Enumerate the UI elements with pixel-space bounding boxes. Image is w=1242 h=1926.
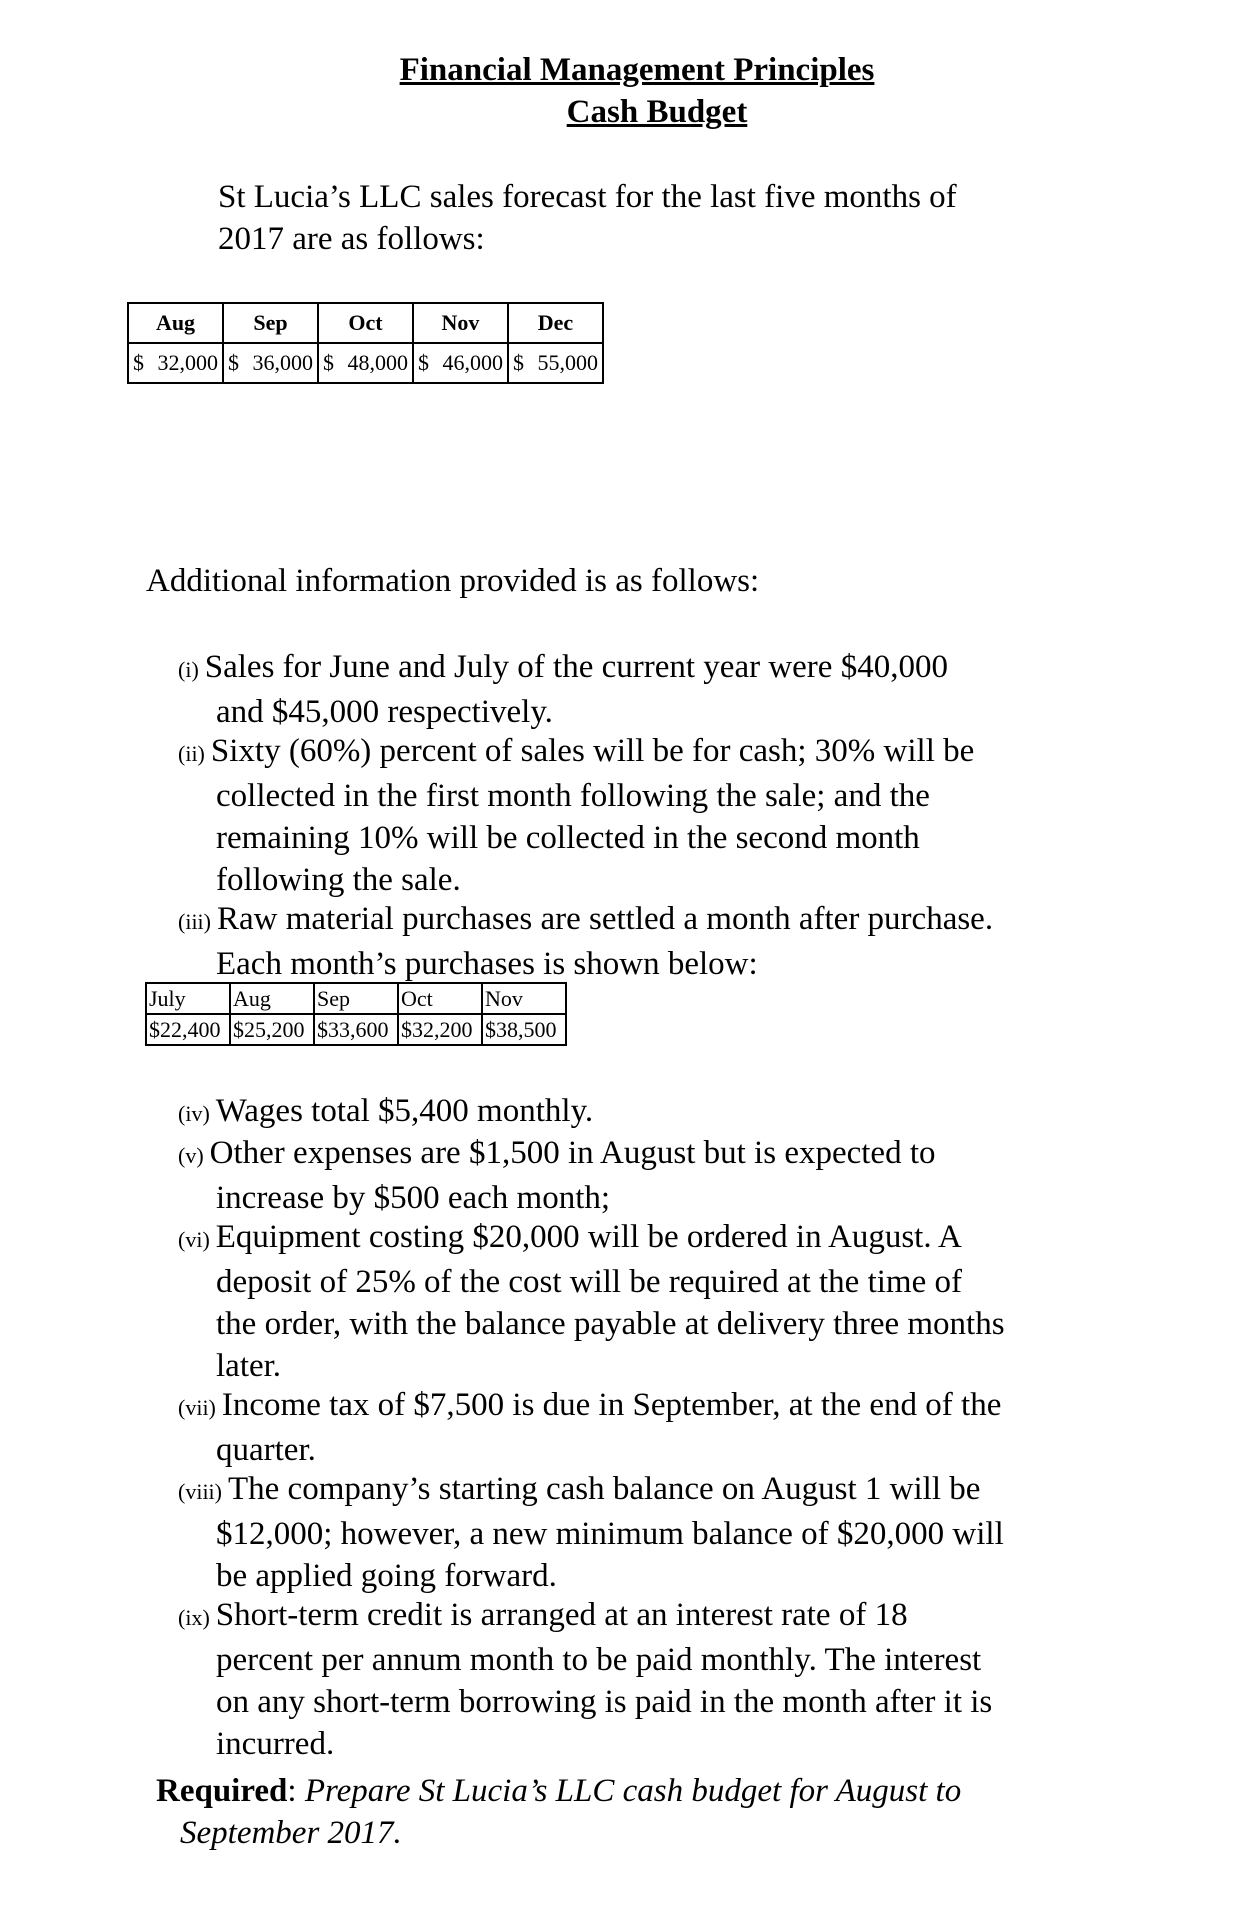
table-row <box>146 1014 566 1045</box>
table-header-cell: Oct <box>318 303 413 343</box>
table-cell: $33,600 <box>314 1014 398 1045</box>
table-header-cell: Aug <box>230 983 314 1014</box>
item-line: on any short-term borrowing is paid in the month after it is <box>216 1684 993 1720</box>
table-header-cell: Sep <box>223 303 318 343</box>
item-number: (viii) <box>178 1479 222 1504</box>
amount: 55,000 <box>537 350 598 375</box>
list-item <box>178 1090 593 1135</box>
table-header-cell: Sep <box>314 983 398 1014</box>
item-line: The company’s starting cash balance on August 1 will be <box>228 1471 981 1507</box>
list-item <box>178 1132 936 1219</box>
list-item <box>178 1384 1001 1471</box>
currency-symbol: $ <box>418 350 429 375</box>
table-header-row <box>146 983 566 1014</box>
sales-forecast-table <box>127 302 604 384</box>
currency-symbol: $ <box>133 350 144 375</box>
table-header-cell: July <box>146 983 230 1014</box>
table-cell <box>223 343 318 383</box>
item-number: (vi) <box>178 1227 210 1252</box>
list-item <box>178 646 948 733</box>
item-number: (iii) <box>178 909 211 934</box>
table-cell: $22,400 <box>146 1014 230 1045</box>
item-line: Each month’s purchases is shown below: <box>216 946 758 982</box>
item-line: increase by $500 each month; <box>216 1180 611 1216</box>
item-line: later. <box>216 1348 282 1384</box>
item-line: Wages total $5,400 monthly. <box>215 1093 594 1129</box>
table-header-cell: Nov <box>413 303 508 343</box>
list-item <box>178 730 974 901</box>
amount: 48,000 <box>347 350 408 375</box>
currency-symbol: $ <box>513 350 524 375</box>
item-number: (ix) <box>178 1605 210 1630</box>
item-line: collected in the first month following the sale; and the <box>216 778 930 814</box>
item-number: (iv) <box>178 1101 210 1126</box>
item-line: deposit of 25% of the cost will be required at the time of <box>216 1264 962 1300</box>
item-line: quarter. <box>216 1432 316 1468</box>
item-line: Other expenses are $1,500 in August but is expected to <box>209 1135 936 1171</box>
item-line: the order, with the balance payable at delivery three months <box>216 1306 1005 1342</box>
table-cell: $32,200 <box>398 1014 482 1045</box>
table-cell <box>413 343 508 383</box>
item-line: incurred. <box>216 1726 335 1762</box>
table-header-cell: Dec <box>508 303 603 343</box>
item-number: (vii) <box>178 1395 216 1420</box>
document-title: Financial Management Principles <box>399 52 875 88</box>
currency-symbol: $ <box>228 350 239 375</box>
amount: 46,000 <box>442 350 503 375</box>
table-cell <box>508 343 603 383</box>
item-line: remaining 10% will be collected in the second month <box>216 820 920 856</box>
item-line: $12,000; however, a new minimum balance of $20,000 will <box>216 1516 1004 1552</box>
list-item <box>178 1216 1005 1387</box>
required-text: Prepare St Lucia’s LLC cash budget for August to <box>304 1773 962 1809</box>
currency-symbol: $ <box>323 350 334 375</box>
required-colon: : <box>287 1773 297 1809</box>
item-line: following the sale. <box>216 862 461 898</box>
document-subtitle: Cash Budget <box>566 94 748 130</box>
table-header-cell: Aug <box>128 303 223 343</box>
item-line: Raw material purchases are settled a month after purchase. <box>217 901 994 937</box>
list-item <box>178 1594 992 1765</box>
purchases-table <box>145 982 567 1046</box>
table-row <box>128 343 603 383</box>
intro-paragraph <box>218 176 1078 260</box>
table-header-cell: Oct <box>398 983 482 1014</box>
item-number: (v) <box>178 1143 204 1168</box>
item-line: Sixty (60%) percent of sales will be for cash; 30% will be <box>210 733 975 769</box>
amount: 32,000 <box>157 350 218 375</box>
table-header-row <box>128 303 603 343</box>
table-cell: $25,200 <box>230 1014 314 1045</box>
required-label: Required <box>156 1773 288 1809</box>
item-line: be applied going forward. <box>216 1558 557 1594</box>
table-cell <box>128 343 223 383</box>
list-item <box>178 898 993 985</box>
required-statement <box>156 1770 1076 1854</box>
item-line: Short-term credit is arranged at an interest rate of 18 <box>215 1597 908 1633</box>
item-number: (ii) <box>178 741 205 766</box>
item-line: Income tax of $7,500 is due in September, at the end of the <box>221 1387 1002 1423</box>
intro-line: St Lucia’s LLC sales forecast for the last five months of <box>218 179 957 215</box>
item-line: percent per annum month to be paid monthly. The interest <box>216 1642 982 1678</box>
table-cell <box>318 343 413 383</box>
item-line: and $45,000 respectively. <box>216 694 553 730</box>
table-cell: $38,500 <box>482 1014 566 1045</box>
required-text: September 2017. <box>180 1815 402 1851</box>
additional-info-heading: Additional information provided is as follows: <box>146 563 760 599</box>
item-line: Equipment costing $20,000 will be ordered in August. A <box>215 1219 962 1255</box>
amount: 36,000 <box>252 350 313 375</box>
table-header-cell: Nov <box>482 983 566 1014</box>
intro-line: 2017 are as follows: <box>218 221 485 257</box>
item-line: Sales for June and July of the current year were $40,000 <box>204 649 948 685</box>
item-number: (i) <box>178 657 199 682</box>
list-item <box>178 1468 1004 1597</box>
